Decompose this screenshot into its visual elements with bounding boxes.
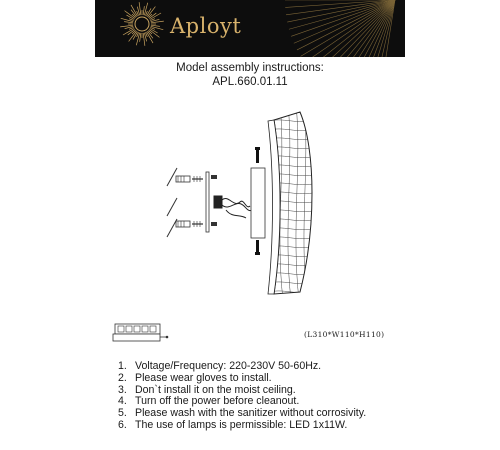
instruction-item: 6. The use of lamps is permissible: LED 1x11W. — [118, 418, 348, 431]
screw-top — [192, 176, 203, 182]
lamp-base — [251, 168, 265, 238]
model-number: APL.660.01.11 — [212, 76, 288, 88]
lamp-shade — [268, 105, 320, 300]
instruction-item: 4. Turn off the power before cleanout. — [118, 395, 300, 408]
instructions-list — [118, 361, 366, 432]
brand-name: Aployt — [170, 14, 242, 38]
terminal-block — [113, 324, 168, 341]
wall-anchor-bottom — [176, 221, 190, 227]
document-title: Model assembly instructions: — [176, 62, 324, 74]
instruction-item: 2. Please wear gloves to install. — [118, 371, 272, 384]
instruction-item: 1. Voltage/Frequency: 220-230V 50-60Hz. — [118, 360, 322, 372]
wall-anchor-top — [176, 176, 190, 182]
screw-bottom — [192, 221, 203, 227]
wire-connector — [214, 196, 252, 218]
wall-hatch — [167, 168, 177, 237]
lamp-screw-bottom — [255, 240, 260, 255]
dimensions-label: (L310*W110*H110) — [304, 330, 385, 339]
instruction-item: 5. Please wash with the sanitizer without corrosivity. — [118, 407, 367, 420]
lamp-screw-top — [255, 147, 260, 163]
instruction-item: 3. Don`t install it on the moist ceiling. — [118, 383, 296, 396]
